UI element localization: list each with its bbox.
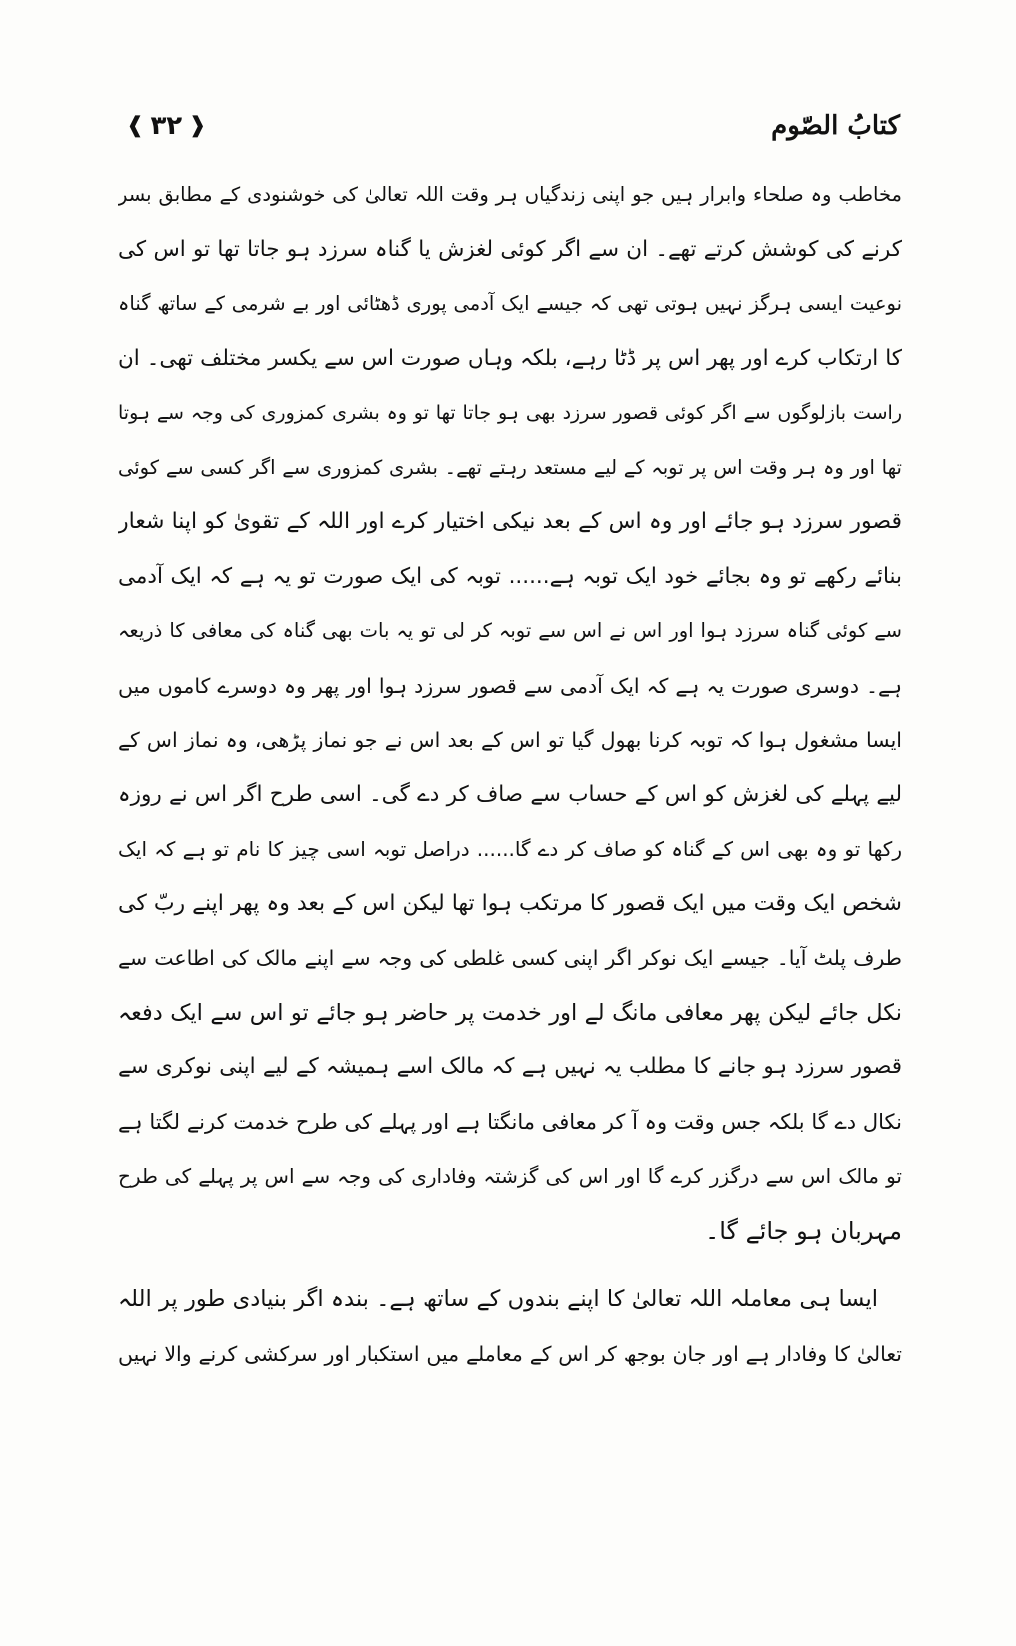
text-line: رکھا تو وہ بھی اس کے گناہ کو صاف کر دے گا...... دراصل توبہ اسی چیز کا نام تو ہے کہ ایک bbox=[118, 837, 902, 861]
page-number: ۳۲ bbox=[150, 111, 183, 141]
paragraph-gap bbox=[118, 1258, 902, 1272]
text-line: تو مالک اس سے درگزر کرے گا اور اس کی گزشتہ وفاداری کی وجہ سے اس پر پہلے کی طرح bbox=[118, 1164, 902, 1188]
text-line: مہربان ہو جائے گا۔ bbox=[705, 1216, 902, 1245]
page-number-block bbox=[120, 104, 213, 148]
text-line: ایسا ہی معاملہ اللہ تعالیٰ کا اپنے بندوں کے ساتھ ہے۔ بندہ اگر بنیادی طور پر اللہ bbox=[118, 1286, 878, 1312]
text-line: تھا اور وہ ہر وقت اس پر توبہ کے لیے مستعد رہتے تھے۔ بشری کمزوری سے اگر کسی سے کوئی bbox=[118, 455, 902, 479]
text-line: ایسا مشغول ہوا کہ توبہ کرنا بھول گیا تو اس کے بعد اس نے جو نماز پڑھی، وہ نماز اس کے bbox=[118, 728, 902, 752]
text-line: مخاطب وہ صلحاء وابرار ہیں جو اپنی زندگیاں ہر وقت اللہ تعالیٰ کی خوشنودی کے مطابق بسر bbox=[118, 183, 902, 206]
book-title: کتابُ الصّوم bbox=[771, 111, 900, 141]
text-line: سے کوئی گناہ سرزد ہوا اور اس نے اس سے توبہ کر لی تو یہ بات بھی گناہ کی معافی کا ذریعہ bbox=[118, 619, 902, 642]
page-header bbox=[120, 104, 900, 148]
text-line: بنائے رکھے تو وہ بجائے خود ایک توبہ ہے...... توبہ کی ایک صورت تو یہ ہے کہ ایک آدمی bbox=[118, 563, 902, 589]
ornament-left-icon: ❰ bbox=[126, 113, 145, 138]
text-line: راست بازلوگوں سے اگر کوئی قصور سرزد بھی ہو جاتا تھا تو وہ بشری کمزوری کی وجہ سے ہوتا bbox=[118, 402, 902, 424]
page-body bbox=[118, 168, 902, 1381]
ornament-right-icon: ❱ bbox=[188, 113, 207, 138]
text-line: نکل جائے لیکن پھر معافی مانگ لے اور خدمت پر حاضر ہو جائے تو اس سے ایک دفعہ bbox=[118, 999, 902, 1026]
text-line: کا ارتکاب کرے اور پھر اس پر ڈٹا رہے، بلکہ وہاں صورت اس سے یکسر مختلف تھی۔ ان bbox=[118, 345, 902, 371]
text-line: طرف پلٹ آیا۔ جیسے ایک نوکر اگر اپنی کسی غلطی کی وجہ سے اپنے مالک کی اطاعت سے bbox=[118, 946, 902, 970]
text-line: قصور سرزد ہو جائے اور وہ اس کے بعد نیکی اختیار کرے اور اللہ کے تقویٰ کو اپنا شعار bbox=[118, 509, 902, 534]
text-line: نکال دے گا بلکہ جس وقت وہ آ کر معافی مانگتا ہے اور پہلے کی طرح خدمت کرنے لگتا ہے bbox=[118, 1109, 902, 1134]
text-line: قصور سرزد ہو جانے کا مطلب یہ نہیں ہے کہ مالک اسے ہمیشہ کے لیے اپنی نوکری سے bbox=[118, 1054, 902, 1079]
text-line: شخص ایک وقت میں ایک قصور کا مرتکب ہوا تھا لیکن اس کے بعد وہ پھر اپنے ربّ کی bbox=[118, 890, 902, 916]
text-line: تعالیٰ کا وفادار ہے اور جان بوجھ کر اس کے معاملے میں استکبار اور سرکشی کرنے والا نہیں bbox=[118, 1341, 902, 1366]
text-line: لیے پہلے کی لغزش کو اس کے حساب سے صاف کر دے گی۔ اسی طرح اگر اس نے روزہ bbox=[118, 781, 902, 807]
text-line: ہے۔ دوسری صورت یہ ہے کہ ایک آدمی سے قصور سرزد ہوا اور پھر وہ دوسرے کاموں میں bbox=[118, 673, 902, 698]
text-line: نوعیت ایسی ہرگز نہیں ہوتی تھی کہ جیسے ایک آدمی پوری ڈھٹائی اور بے شرمی کے ساتھ گناہ bbox=[118, 292, 902, 315]
text-line: کرنے کی کوشش کرتے تھے۔ ان سے اگر کوئی لغزش یا گناہ سرزد ہو جاتا تھا تو اس کی bbox=[118, 236, 902, 262]
